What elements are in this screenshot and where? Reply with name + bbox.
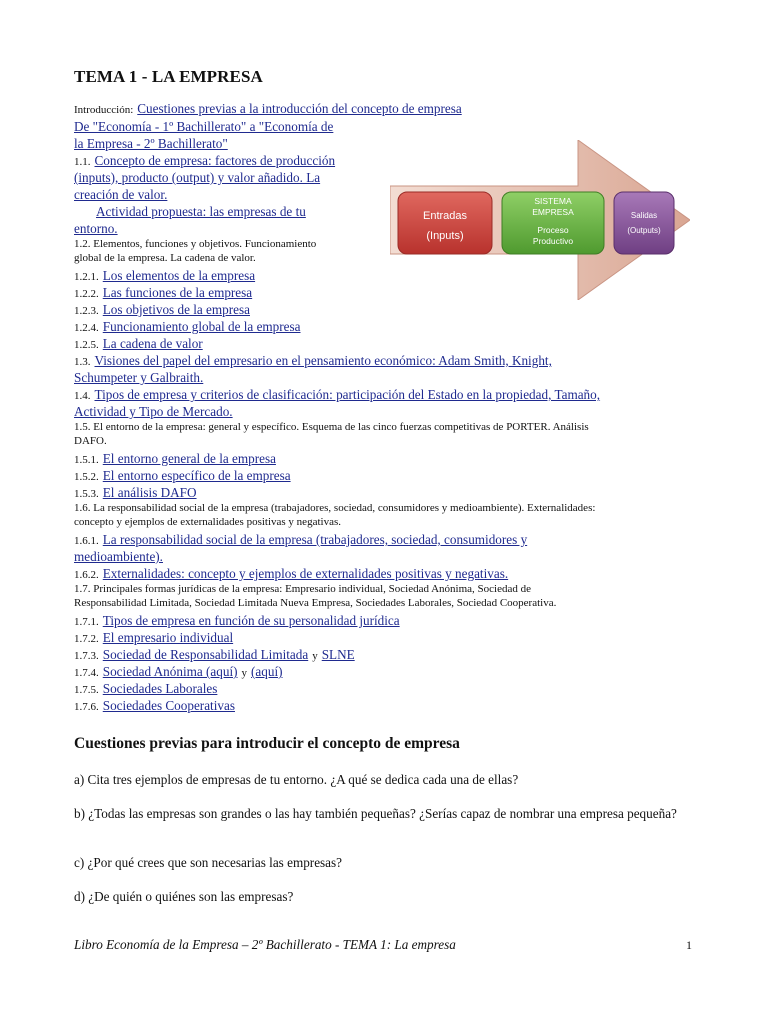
link-actividad-propuesta[interactable]: Actividad propuesta: las empresas de tu [96, 204, 306, 219]
toc-number: 1.1. [74, 156, 91, 168]
toc-1-7-6 [74, 697, 696, 714]
toc-1-5-line1: 1.5. El entorno de la empresa: general y específico. Esquema de las cinco fuerzas competitivas de PORTER. Análisis [74, 421, 589, 433]
toc-number: 1.5.1. [74, 454, 99, 466]
link-funciones[interactable]: Las funciones de la empresa [102, 285, 253, 300]
link-tipos-personalidad-juridica[interactable]: Tipos de empresa en función de su personalidad jurídica [102, 613, 400, 628]
system-label-4: Productivo [532, 236, 574, 246]
toc-number: 1.2.3. [74, 305, 99, 317]
toc-1-7-line2: Responsabilidad Limitada, Sociedad Limitada Nueva Empresa, Sociedades Laborales, Sociedad Cooperativa. [74, 597, 557, 609]
link-responsabilidad-social-2[interactable]: medioambiente). [74, 549, 163, 564]
footer-text: Libro Economía de la Empresa – 2º Bachillerato - TEMA 1: La empresa [74, 937, 456, 952]
questions-title: Cuestiones previas para introducir el concepto de empresa [74, 735, 460, 752]
toc-1-2-3 [74, 301, 696, 318]
toc-intro [74, 100, 696, 118]
link-tipos-empresa-2[interactable]: Actividad y Tipo de Mercado. [74, 404, 233, 419]
link-aqui[interactable]: (aquí) [251, 664, 283, 679]
conjunction: y [312, 650, 318, 662]
toc-1-2-5 [74, 335, 696, 352]
toc-number: 1.2.1. [74, 271, 99, 283]
toc-1-5-1 [74, 450, 696, 467]
link-concepto-empresa[interactable]: Concepto de empresa: factores de producción [94, 153, 336, 168]
toc-1-7-3 [74, 646, 696, 663]
system-label-2: EMPRESA [532, 207, 574, 217]
link-entorno-especifico[interactable]: El entorno específico de la empresa [102, 468, 291, 483]
toc-1-5-line2: DAFO. [74, 435, 107, 447]
link-slne[interactable]: SLNE [321, 647, 355, 662]
link-sociedades-laborales[interactable]: Sociedades Laborales [102, 681, 218, 696]
toc-1-2-line1: 1.2. Elementos, funciones y objetivos. Funcionamiento [74, 238, 317, 250]
link-empresario-individual[interactable]: El empresario individual [102, 630, 234, 645]
toc-number: 1.7.1. [74, 616, 99, 628]
toc-number: 1.5.2. [74, 471, 99, 483]
link-concepto-empresa-2[interactable]: (inputs), producto (output) y valor añadido. La [74, 170, 321, 185]
toc-number: 1.7.2. [74, 633, 99, 645]
outputs-sublabel: (Outputs) [627, 226, 661, 235]
question-c: c) ¿Por qué crees que son necesarias las empresas? [74, 855, 343, 870]
link-sociedades-cooperativas[interactable]: Sociedades Cooperativas [102, 698, 235, 713]
link-analisis-dafo[interactable]: El análisis DAFO [102, 485, 197, 500]
toc-1-7-5 [74, 680, 696, 697]
link-actividad-propuesta-2[interactable]: entorno. [74, 221, 118, 236]
business-system-diagram [390, 140, 690, 300]
toc-1-6-line2: concepto y ejemplos de externalidades positivas y negativas. [74, 516, 341, 528]
link-visiones-empresario-2[interactable]: Schumpeter y Galbraith. [74, 370, 204, 385]
toc-number: 1.7.6. [74, 701, 99, 713]
toc-1-7-2 [74, 629, 696, 646]
link-cadena-valor[interactable]: La cadena de valor [102, 336, 203, 351]
link-responsabilidad-social[interactable]: La responsabilidad social de la empresa (trabajadores, sociedad, consumidores y [102, 532, 528, 547]
toc-number: 1.2.4. [74, 322, 99, 334]
inputs-label: Entradas [422, 210, 468, 222]
toc-number: 1.6.1. [74, 535, 99, 547]
toc-1-2-4 [74, 318, 696, 335]
toc-number: 1.7.5. [74, 684, 99, 696]
link-elementos[interactable]: Los elementos de la empresa [102, 268, 256, 283]
system-label-3: Proceso [537, 225, 569, 235]
toc-number: 1.4. [74, 390, 91, 402]
conjunction: y [241, 667, 248, 679]
question-b: b) ¿Todas las empresas son grandes o las hay también pequeñas? ¿Serías capaz de nombrar una empresa pequeña? [74, 806, 677, 821]
toc-1-6-line1: 1.6. La responsabilidad social de la empresa (trabajadores, sociedad, consumidores y medioambiente). Externalidades: [74, 502, 596, 514]
toc-number: 1.2.2. [74, 288, 99, 300]
toc-1-6-2 [74, 565, 696, 582]
toc-number: 1.3. [74, 356, 91, 368]
page-title: TEMA 1 - LA EMPRESA [74, 67, 263, 86]
toc-1-5-3 [74, 484, 696, 501]
inputs-sublabel: (Inputs) [426, 230, 464, 242]
link-visiones-empresario[interactable]: Visiones del papel del empresario en el pensamiento económico: Adam Smith, Knight, [94, 353, 552, 368]
link-de-economia-1[interactable]: De "Economía - 1º Bachillerato" a "Economía de [74, 119, 334, 134]
link-concepto-empresa-3[interactable]: creación de valor. [74, 187, 168, 202]
page-number: 1 [686, 938, 692, 952]
toc-1-7-4 [74, 663, 696, 680]
toc-1-3 [74, 352, 696, 369]
link-srl[interactable]: Sociedad de Responsabilidad Limitada [102, 647, 309, 662]
toc-number: 1.7.3. [74, 650, 99, 662]
intro-label: Introducción: [74, 104, 134, 116]
question-a: a) Cita tres ejemplos de empresas de tu entorno. ¿A qué se dedica cada una de ellas? [74, 772, 519, 787]
toc-number: 1.7.4. [74, 667, 99, 679]
question-d: d) ¿De quién o quiénes son las empresas? [74, 889, 294, 904]
link-objetivos[interactable]: Los objetivos de la empresa [102, 302, 250, 317]
link-sociedad-anonima[interactable]: Sociedad Anónima (aquí) [102, 664, 238, 679]
toc-number: 1.6.2. [74, 569, 99, 581]
system-label-1: SISTEMA [534, 196, 572, 206]
link-tipos-empresa[interactable]: Tipos de empresa y criterios de clasificación: participación del Estado en la propiedad, Tamaño, [94, 387, 601, 402]
link-cuestiones-previas[interactable]: Cuestiones previas a la introducción del concepto de empresa [137, 101, 462, 116]
link-entorno-general[interactable]: El entorno general de la empresa [102, 451, 276, 466]
toc-1-5-2 [74, 467, 696, 484]
toc-1-2-line2: global de la empresa. La cadena de valor. [74, 252, 256, 264]
outputs-label: Salidas [630, 211, 658, 220]
toc-1-7-line1: 1.7. Principales formas jurídicas de la empresa: Empresario individual, Sociedad Anónima, Sociedad de [74, 583, 531, 595]
toc-number: 1.2.5. [74, 339, 99, 351]
inputs-box [398, 192, 492, 254]
link-externalidades[interactable]: Externalidades: concepto y ejemplos de externalidades positivas y negativas. [102, 566, 509, 581]
link-funcionamiento[interactable]: Funcionamiento global de la empresa [102, 319, 301, 334]
link-de-economia-2[interactable]: la Empresa - 2º Bachillerato" [74, 136, 228, 151]
outputs-box [614, 192, 674, 254]
toc-1-7-1 [74, 612, 696, 629]
toc-number: 1.5.3. [74, 488, 99, 500]
toc-1-4 [74, 386, 696, 403]
toc-1-6-1 [74, 531, 696, 548]
